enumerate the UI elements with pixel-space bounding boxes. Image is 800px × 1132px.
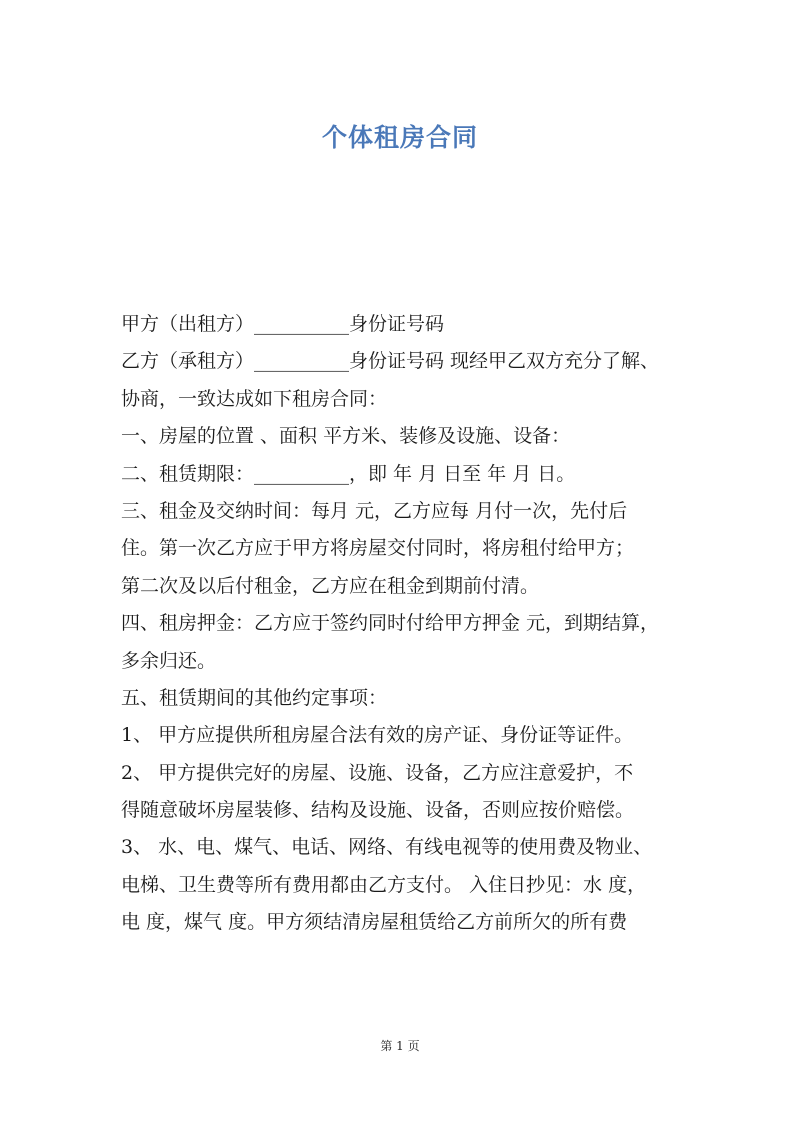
body-line: 2、 甲方提供完好的房屋、设施、设备，乙方应注意爱护，不: [121, 761, 634, 784]
body-line: 四、租房押金：乙方应于签约同时付给甲方押金 元，到期结算，: [121, 612, 660, 635]
document-title: 个体租房合同: [321, 123, 478, 152]
body-line: 1、 甲方应提供所租房屋合法有效的房产证、身份证等证件。: [121, 724, 634, 747]
body-line: 3、 水、电、煤气、电话、网络、有线电视等的使用费及物业、: [121, 836, 653, 859]
body-line: 多余归还。: [121, 649, 217, 672]
body-line: 甲方（出租方）__________身份证号码: [121, 313, 445, 335]
document-body: [121, 306, 691, 942]
body-line: 住。第一次乙方应于甲方将房屋交付同时，将房租付给甲方；: [121, 537, 635, 560]
body-line: 乙方（承租方）__________身份证号码 现经甲乙双方充分了解、: [121, 350, 660, 373]
body-line: 二、租赁期限：__________，即 年 月 日至 年 月 日。: [121, 462, 576, 485]
body-line: 协商，一致达成如下租房合同：: [121, 387, 388, 410]
body-line: 一、房屋的位置 、面积 平方米、装修及设施、设备：: [121, 425, 571, 448]
body-line: 五、租赁期间的其他约定事项：: [121, 686, 388, 709]
page-number: 第 1 页: [380, 1039, 420, 1053]
body-line: 得随意破坏房屋装修、结构及设施、设备，否则应按价赔偿。: [121, 799, 635, 822]
body-line: 三、租金及交纳时间：每月 元，乙方应每 月付一次，先付后: [121, 499, 628, 522]
body-line: 第二次及以后付租金，乙方应在租金到期前付清。: [121, 574, 540, 597]
body-line: 电 度，煤气 度。甲方须结清房屋租赁给乙方前所欠的所有费: [121, 911, 628, 934]
body-line: 电梯、卫生费等所有费用都由乙方支付。 入住日抄见：水 度，: [121, 873, 647, 896]
